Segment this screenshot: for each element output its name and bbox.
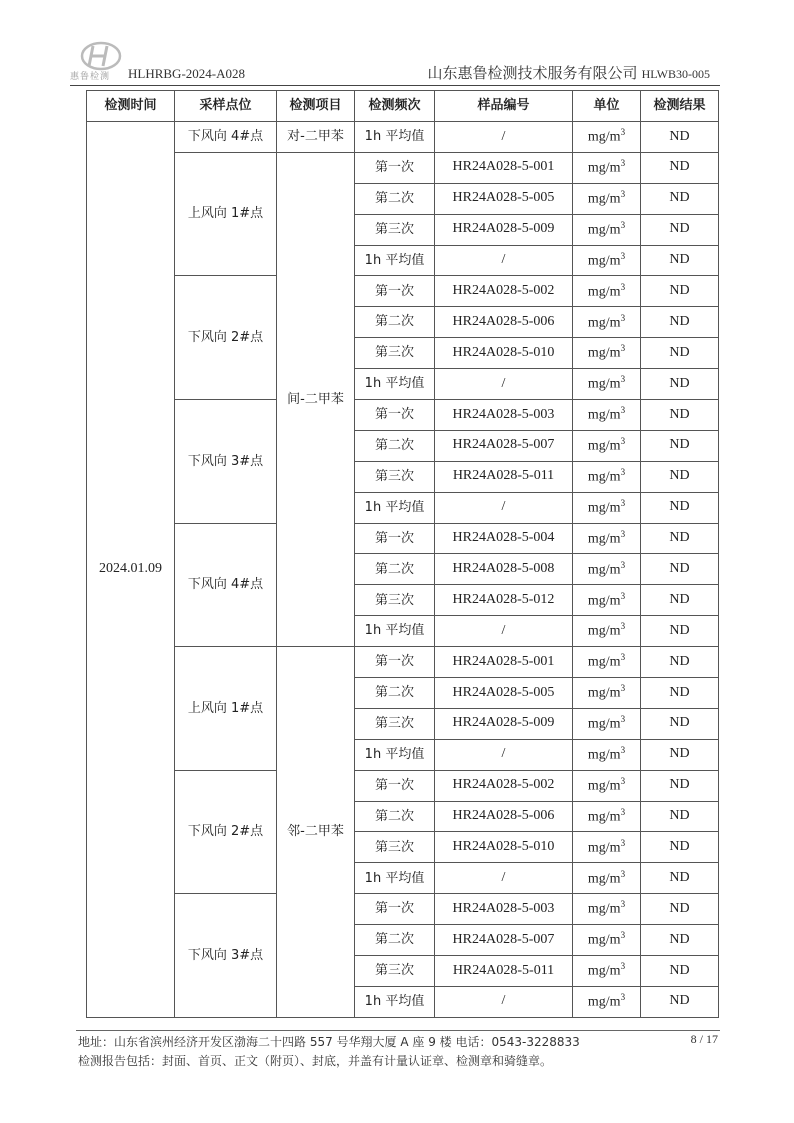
unit-cell <box>573 647 641 678</box>
unit-cell <box>573 956 641 987</box>
frequency-cell: 第三次 <box>355 338 435 369</box>
table-row <box>87 647 719 678</box>
table-row <box>87 122 719 153</box>
frequency-cell: 第一次 <box>355 647 435 678</box>
header-cell: 样品编号 <box>435 91 573 122</box>
unit-base: mg/m <box>587 562 621 578</box>
result-cell: ND <box>641 430 719 461</box>
unit-base: mg/m <box>587 438 621 454</box>
unit-exponent: 3 <box>620 621 626 632</box>
unit-cell <box>573 214 641 245</box>
result-cell: ND <box>641 678 719 709</box>
unit-exponent: 3 <box>620 343 626 354</box>
unit-cell <box>573 616 641 647</box>
frequency-cell: 第三次 <box>355 832 435 863</box>
unit-cell <box>573 183 641 214</box>
unit-exponent: 3 <box>620 868 626 879</box>
unit-cell <box>573 152 641 183</box>
sample-id-cell: HR24A028-5-004 <box>435 523 573 554</box>
unit-base: mg/m <box>587 871 621 887</box>
sample-id-cell: HR24A028-5-002 <box>435 276 573 307</box>
unit-cell <box>573 338 641 369</box>
unit-base: mg/m <box>587 160 621 176</box>
unit-exponent: 3 <box>620 899 626 910</box>
sample-id-cell: HR24A028-5-012 <box>435 585 573 616</box>
unit-exponent: 3 <box>620 467 626 478</box>
unit-base: mg/m <box>587 778 621 794</box>
logo-text: 惠鲁检测 <box>70 72 111 82</box>
frequency-cell: 第二次 <box>355 554 435 585</box>
frequency-cell: 1h 平均值 <box>355 739 435 770</box>
frequency-cell: 1h 平均值 <box>355 986 435 1017</box>
unit-cell <box>573 832 641 863</box>
frequency-cell: 第二次 <box>355 307 435 338</box>
unit-exponent: 3 <box>620 590 626 601</box>
result-cell: ND <box>641 894 719 925</box>
unit-exponent: 3 <box>620 436 626 447</box>
header-cell: 采样点位 <box>175 91 277 122</box>
frequency-cell: 1h 平均值 <box>355 245 435 276</box>
unit-base: mg/m <box>587 469 621 485</box>
results-table <box>86 90 719 1018</box>
frequency-cell: 1h 平均值 <box>355 616 435 647</box>
sample-id-cell: HR24A028-5-010 <box>435 338 573 369</box>
sample-id-cell: HR24A028-5-003 <box>435 400 573 431</box>
unit-exponent: 3 <box>620 652 626 663</box>
sampling-point-cell: 下风向 3#点 <box>175 894 277 1018</box>
unit-exponent: 3 <box>620 405 626 416</box>
table-row <box>87 276 719 307</box>
unit-cell <box>573 986 641 1017</box>
unit-base: mg/m <box>587 129 621 145</box>
result-cell: ND <box>641 183 719 214</box>
unit-exponent: 3 <box>620 127 626 138</box>
frequency-cell: 第三次 <box>355 461 435 492</box>
result-cell: ND <box>641 986 719 1017</box>
sample-id-cell: HR24A028-5-007 <box>435 430 573 461</box>
sample-id-cell: / <box>435 739 573 770</box>
unit-cell <box>573 894 641 925</box>
unit-base: mg/m <box>587 902 621 918</box>
unit-cell <box>573 739 641 770</box>
frequency-cell: 1h 平均值 <box>355 492 435 523</box>
frequency-cell: 第二次 <box>355 183 435 214</box>
result-cell: ND <box>641 832 719 863</box>
page-number: 8 / 17 <box>690 1032 718 1046</box>
sample-id-cell: HR24A028-5-009 <box>435 708 573 739</box>
result-cell: ND <box>641 152 719 183</box>
unit-base: mg/m <box>587 500 621 516</box>
unit-exponent: 3 <box>620 312 626 323</box>
unit-base: mg/m <box>587 191 621 207</box>
sample-id-cell: HR24A028-5-006 <box>435 801 573 832</box>
frequency-cell: 第三次 <box>355 708 435 739</box>
unit-cell <box>573 492 641 523</box>
form-code: HLWB30-005 <box>641 67 710 81</box>
frequency-cell: 第一次 <box>355 152 435 183</box>
sampling-point-cell: 下风向 4#点 <box>175 523 277 647</box>
sampling-point-cell: 上风向 1#点 <box>175 647 277 771</box>
result-cell: ND <box>641 523 719 554</box>
unit-cell <box>573 554 641 585</box>
unit-base: mg/m <box>587 933 621 949</box>
sample-id-cell: HR24A028-5-003 <box>435 894 573 925</box>
result-cell: ND <box>641 647 719 678</box>
sample-id-cell: HR24A028-5-002 <box>435 770 573 801</box>
unit-base: mg/m <box>587 222 621 238</box>
header-cell: 检测项目 <box>277 91 355 122</box>
unit-exponent: 3 <box>620 250 626 261</box>
unit-exponent: 3 <box>620 683 626 694</box>
unit-exponent: 3 <box>620 528 626 539</box>
unit-base: mg/m <box>587 840 621 856</box>
frequency-cell: 第一次 <box>355 894 435 925</box>
result-cell: ND <box>641 369 719 400</box>
frequency-cell: 第二次 <box>355 430 435 461</box>
unit-base: mg/m <box>587 716 621 732</box>
unit-base: mg/m <box>587 531 621 547</box>
unit-exponent: 3 <box>620 374 626 385</box>
unit-cell <box>573 461 641 492</box>
result-cell: ND <box>641 338 719 369</box>
header-cell: 单位 <box>573 91 641 122</box>
test-item-cell: 间-二甲苯 <box>277 152 355 646</box>
table-row <box>87 770 719 801</box>
unit-base: mg/m <box>587 809 621 825</box>
sample-id-cell: HR24A028-5-009 <box>435 214 573 245</box>
unit-exponent: 3 <box>620 559 626 570</box>
unit-base: mg/m <box>587 407 621 423</box>
unit-base: mg/m <box>587 253 621 269</box>
result-cell: ND <box>641 276 719 307</box>
unit-cell <box>573 925 641 956</box>
table-row <box>87 894 719 925</box>
unit-base: mg/m <box>587 377 621 392</box>
unit-base: mg/m <box>587 593 621 609</box>
unit-exponent: 3 <box>620 281 626 292</box>
unit-base: mg/m <box>587 747 621 763</box>
unit-cell <box>573 245 641 276</box>
result-cell: ND <box>641 400 719 431</box>
footer-address: 地址：山东省滨州经济开发区渤海二十四路 557 号华翔大厦 A 座 9 楼 电话：0543-3228833 <box>78 1035 580 1049</box>
unit-exponent: 3 <box>620 837 626 848</box>
result-cell: ND <box>641 708 719 739</box>
sample-id-cell: / <box>435 986 573 1017</box>
frequency-cell: 第一次 <box>355 400 435 431</box>
sampling-point-cell: 上风向 1#点 <box>175 152 277 276</box>
result-cell: ND <box>641 245 719 276</box>
sampling-point-cell: 下风向 2#点 <box>175 276 277 400</box>
frequency-cell: 第一次 <box>355 770 435 801</box>
sample-id-cell: HR24A028-5-011 <box>435 956 573 987</box>
header-divider <box>70 85 720 86</box>
header-cell: 检测频次 <box>355 91 435 122</box>
result-cell: ND <box>641 770 719 801</box>
footer-note: 检测报告包括：封面、首页、正文（附页）、封底，并盖有计量认证章、检测章和骑缝章。 <box>78 1054 553 1068</box>
company-name: 山东惠鲁检测技术服务有限公司 <box>427 64 638 82</box>
unit-base: mg/m <box>587 346 621 362</box>
table-row <box>87 400 719 431</box>
sample-id-cell: HR24A028-5-010 <box>435 832 573 863</box>
unit-cell <box>573 430 641 461</box>
frequency-cell: 第二次 <box>355 925 435 956</box>
frequency-cell: 第三次 <box>355 214 435 245</box>
sample-id-cell: HR24A028-5-011 <box>435 461 573 492</box>
sample-id-cell: HR24A028-5-006 <box>435 307 573 338</box>
frequency-cell: 1h 平均值 <box>355 122 435 153</box>
header-cell: 检测时间 <box>87 91 175 122</box>
result-cell: ND <box>641 492 719 523</box>
unit-exponent: 3 <box>620 806 626 817</box>
result-cell: ND <box>641 739 719 770</box>
frequency-cell: 第二次 <box>355 801 435 832</box>
unit-cell <box>573 307 641 338</box>
table-header-row <box>87 91 719 122</box>
unit-base: mg/m <box>587 685 621 701</box>
sample-id-cell: HR24A028-5-007 <box>435 925 573 956</box>
unit-exponent: 3 <box>620 189 626 199</box>
unit-cell <box>573 801 641 832</box>
unit-exponent: 3 <box>620 714 626 725</box>
sample-id-cell: / <box>435 492 573 523</box>
unit-exponent: 3 <box>620 775 626 786</box>
unit-base: mg/m <box>587 624 621 640</box>
unit-cell <box>573 276 641 307</box>
unit-cell <box>573 400 641 431</box>
sample-id-cell: HR24A028-5-008 <box>435 554 573 585</box>
result-cell: ND <box>641 801 719 832</box>
sample-id-cell: / <box>435 245 573 276</box>
footer-divider <box>76 1030 720 1031</box>
sampling-point-cell: 下风向 4#点 <box>175 122 277 153</box>
test-item-cell: 对-二甲苯 <box>277 122 355 153</box>
unit-cell <box>573 678 641 709</box>
sample-id-cell: HR24A028-5-001 <box>435 152 573 183</box>
table-row <box>87 523 719 554</box>
frequency-cell: 第一次 <box>355 276 435 307</box>
unit-base: mg/m <box>587 284 621 300</box>
unit-base: mg/m <box>587 963 621 979</box>
result-cell: ND <box>641 956 719 987</box>
result-cell: ND <box>641 585 719 616</box>
unit-cell <box>573 585 641 616</box>
unit-base: mg/m <box>587 655 621 671</box>
unit-exponent: 3 <box>620 158 626 169</box>
unit-exponent: 3 <box>620 992 626 1003</box>
unit-base: mg/m <box>587 994 621 1010</box>
unit-cell <box>573 708 641 739</box>
unit-base: mg/m <box>587 315 621 331</box>
unit-exponent: 3 <box>620 930 626 941</box>
frequency-cell: 第三次 <box>355 956 435 987</box>
sample-id-cell: / <box>435 863 573 894</box>
report-code: HLHRBG-2024-A028 <box>128 66 245 81</box>
unit-exponent: 3 <box>620 497 626 508</box>
result-cell: ND <box>641 461 719 492</box>
sample-id-cell: HR24A028-5-005 <box>435 183 573 214</box>
sample-id-cell: / <box>435 616 573 647</box>
unit-exponent: 3 <box>620 745 626 756</box>
unit-cell <box>573 122 641 153</box>
header-cell: 检测结果 <box>641 91 719 122</box>
unit-exponent: 3 <box>620 219 626 230</box>
test-item-cell: 邻-二甲苯 <box>277 647 355 1018</box>
frequency-cell: 第二次 <box>355 678 435 709</box>
frequency-cell: 第一次 <box>355 523 435 554</box>
frequency-cell: 1h 平均值 <box>355 863 435 894</box>
result-cell: ND <box>641 214 719 245</box>
unit-cell <box>573 863 641 894</box>
result-cell: ND <box>641 554 719 585</box>
frequency-cell: 第三次 <box>355 585 435 616</box>
sampling-point-cell: 下风向 3#点 <box>175 400 277 524</box>
result-cell: ND <box>641 307 719 338</box>
sample-id-cell: HR24A028-5-005 <box>435 678 573 709</box>
frequency-cell: 1h 平均值 <box>355 369 435 400</box>
table-row <box>87 152 719 183</box>
result-cell: ND <box>641 616 719 647</box>
sample-id-cell: / <box>435 369 573 400</box>
result-cell: ND <box>641 925 719 956</box>
unit-cell <box>573 523 641 554</box>
sampling-point-cell: 下风向 2#点 <box>175 770 277 894</box>
unit-cell <box>573 770 641 801</box>
result-cell: ND <box>641 863 719 894</box>
unit-exponent: 3 <box>620 961 626 972</box>
date-cell: 2024.01.09 <box>87 122 175 1018</box>
header-company <box>428 62 710 83</box>
sample-id-cell: / <box>435 122 573 153</box>
result-cell: ND <box>641 122 719 153</box>
unit-cell <box>573 369 641 400</box>
sample-id-cell: HR24A028-5-001 <box>435 647 573 678</box>
